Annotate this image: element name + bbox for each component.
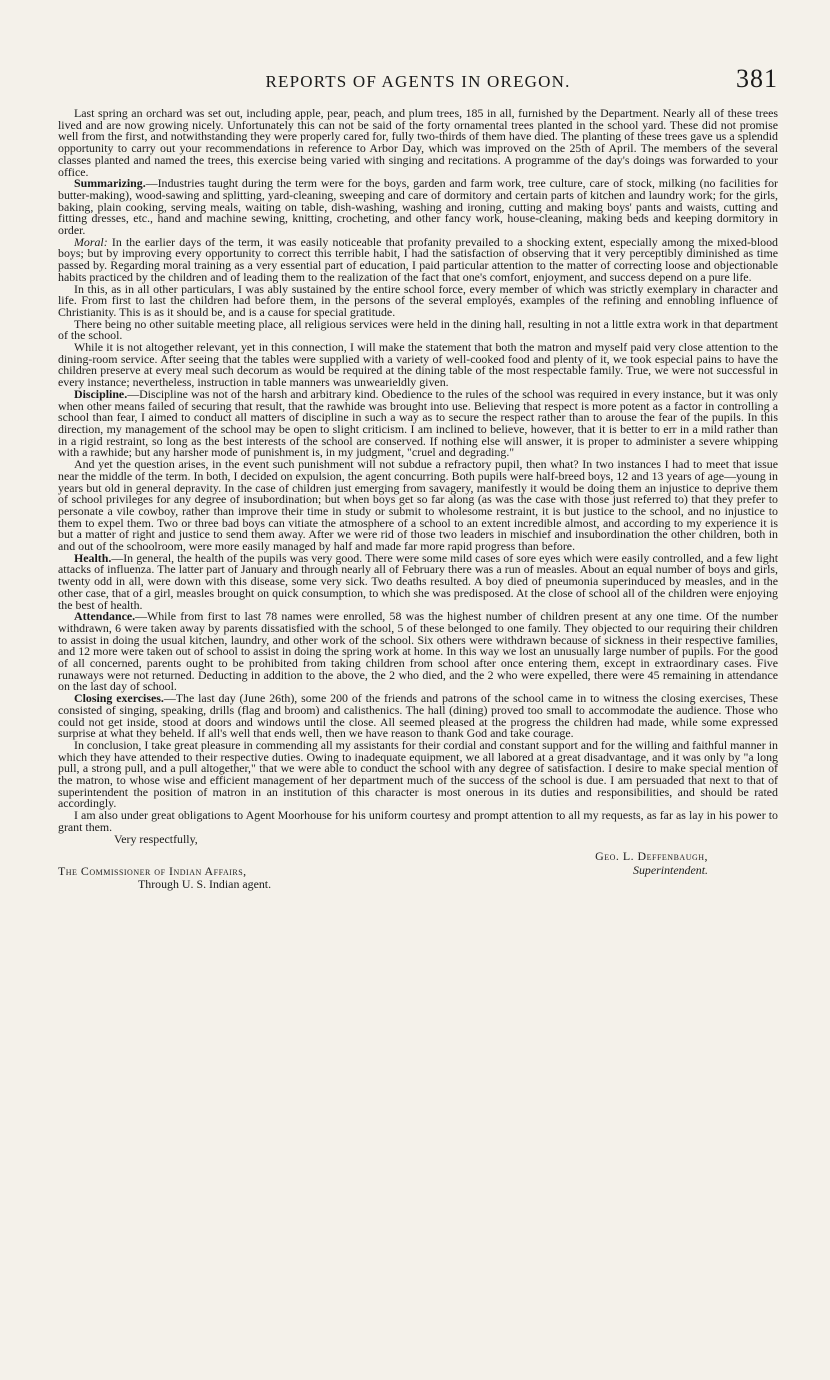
running-head: REPORTS OF AGENTS IN OREGON.: [265, 72, 571, 91]
signature-block: [58, 849, 778, 903]
paragraph-list: [58, 108, 778, 834]
paragraph: [58, 611, 778, 693]
paragraph: [58, 234, 778, 284]
paragraph-text: While it is not altogether relevant, yet in this connection, I will make the statement that both the matron and myself paid very close attention to the dining-room service. After seeing that the tables were supplied with a variety of well-cooked food and plenty of it, we took especial pains to have the children preserve at every meal such decorum as would be required at the dining table of the most respectable family. True, we were not successful in every instance; nevertheless, instruction in table manners was unwearieldly given.: [58, 340, 778, 390]
paragraph-text: —The last day (June 26th), some 200 of the friends and patrons of the school came in to witness the closing exercises, These consisted of singing, speaking, drills (flag and broom) and calisthenics. The hall (dining) proved too small to accommodate the audience. Those who could not get inside, stood at doors and windows until the close. All seemed pleased at the progress the children had made, while some expressed surprise at what they beheld. If all's well that ends well, then we have reason to thank God and take courage.: [58, 691, 778, 741]
paragraph: [58, 693, 778, 740]
section-lead: Discipline.: [74, 386, 128, 401]
section-lead: Summarizing.: [74, 176, 146, 191]
paragraph-text: There being no other suitable meeting place, all religious services were held in the dining hall, resulting in not a little extra work in that department of the school.: [58, 316, 778, 343]
section-lead: Health.: [74, 550, 112, 565]
page-number: 381: [736, 64, 778, 93]
paragraph-text: In conclusion, I take great pleasure in commending all my assistants for their cordial and constant support and for the willing and faithful manner in which they have attended to their respective duties. Owing to inadequate equipment, we all labored at a great disadvantage, and it was only by "a long pull, a strong pull, and a pull altogether," that we were able to conduct the school with any degree of satisfaction. I desire to make special mention of the matron, to whose wise and efficient management of her department much of the success of the school is due. I am persuaded that next to that of superintendent the position of matron in an institution of this character is most onerous in its duties and responsibilities, and should be rated accordingly.: [58, 737, 778, 811]
paragraph: [58, 810, 778, 833]
paragraph: [58, 316, 778, 343]
paragraph: [58, 459, 778, 553]
report-body: [58, 108, 778, 903]
section-lead: Moral:: [74, 234, 108, 249]
paragraph-text: And yet the question arises, in the event such punishment will not subdue a refractory pupil, then what? In two instances I had to meet that issue near the middle of the term. In both, I decided on expulsion, the agent concurring. Both pupils were half-breed boys, 12 and 13 years of age—young in years but old in general depravity. In the case of children just emerging from savagery, manifestly it would be doing them an injustice to deprive them of school privileges for any degree of insubordination; but when boys get so far along (as was the case with those just referred to) that they prefer to personate a vile cowboy, rather than improve their time in study or submit to wholesome restraint, it is but justice to the school, and no injustice to them to expel them. Two or three bad boys can vitiate the atmosphere of a school to an extent incredible almost, and according to my experience it is but a matter of right and justice to send them away. After we were rid of those two leaders in mischief and insubordination the other children, both in and out of the schoolroom, were more easily managed by half and made far more rapid progress than before.: [58, 457, 778, 554]
paragraph-text: In this, as in all other particulars, I was ably sustained by the entire school force, every member of which was strictly exemplary in character and life. From first to last the children had before them, in the persons of the several employés, examples of the refining and ennobling influence of Christianity. This is as it should be, and is a cause for special gratitude.: [58, 281, 778, 319]
paragraph: [58, 342, 778, 389]
closing-salutation: Very respectfully,: [114, 831, 198, 846]
paragraph-text: —While from first to last 78 names were enrolled, 58 was the highest number of children present at any one time. Of the number withdrawn, 6 were taken away by parents dissatisfied with the school, 5 of these belonged to one family. They objected to our requiring their children to assist in doing the usual kitchen, laundry, and other work of the school. Six others were withdrawn because of sickness in their respective families, and 12 more were taken out of school to assist in doing the spring work at home. In this way we lost an unusually large number of pupils. For the good of all concerned, parents ought to be prohibited from taking children from school after once entering them, except in extraordinary cases. Five runaways were not returned. Deducting in addition to the above, the 2 who died, and the 2 who were expelled, there were 45 remaining in attendance on the last day of school.: [58, 609, 778, 694]
paragraph: [58, 108, 778, 178]
paragraph: [58, 178, 778, 237]
addressee-line: Through U. S. Indian agent.: [138, 877, 272, 892]
signer: [595, 849, 708, 877]
signer-title: Superintendent.: [633, 863, 708, 878]
paragraph-text: —Industries taught during the term were for the boys, garden and farm work, tree culture, care of stock, milking (no facilities for butter-making), wood-sawing and splitting, yard-cleaning, sweeping and care of dormitory and certain parts of kitchen and laundry work; for the girls, baking, plain cooking, serving meals, waiting on table, dish-washing, washing and ironing, cutting and making boys' pants and waists, cutting and fitting dresses, etc., hand and machine sewing, knitting, crocheting, and other fancy work, house-cleaning, making beds and keeping dormitory in order.: [58, 176, 778, 238]
paragraph-text: —In general, the health of the pupils was very good. There were some mild cases of sore eyes which were easily controlled, and a few light attacks of influenza. The latter part of January and through nearly all of February there was a run of measles. About an equal number of boys and girls, twenty odd in all, were down with this disease, some very sick. Two deaths resulted. A boy died of pneumonia superinduced by measles, and in the other case, that of a girl, measles brought on quick consumption, to which she was predisposed. At the close of school all of the children were enjoying the best of health.: [58, 550, 778, 612]
paragraph-text: Last spring an orchard was set out, including apple, pear, peach, and plum trees, 185 in all, furnished by the Department. Nearly all of these trees lived and are now growing nicely. Unfortunately this can not be said of the forty ornamental trees planted in the school yard. These did not promise well from the first, and notwithstanding they were properly cared for, fully two-thirds of them have died. The planting of these trees gave us a splendid opportunity to carry out your recommendations in reference to Arbor Day, which was improved on the 25th of April. The members of the several classes planted and named the trees, this exercise being varied with singing and recitations. A programme of the day's doings was forwarded to your office.: [58, 106, 778, 179]
addressee: [58, 865, 271, 891]
paragraph: [58, 281, 778, 319]
page-header: [58, 62, 778, 98]
paragraph-text: —Discipline was not of the harsh and arbitrary kind. Obedience to the rules of the school was required in every instance, but it was only when other means failed of securing that result, that the rawhide was brought into use. Believing that respect is more potent as a factor in controlling a school than fear, I aimed to conduct all matters of discipline in such a way as to secure the respect rather than to arouse the fear of the pupils. In this direction, my management of the school may be open to slight criticism. I am inclined to believe, however, that it is better to err in a mild rather than in a rigid restraint, so long as the best interests of the school are conserved. If nothing else will answer, it is proper to administer a severe whipping with a rawhide; but any harsher mode of punishment is, in my judgment, "cruel and degrading.": [58, 386, 778, 460]
section-lead: Closing exercises.: [74, 691, 164, 706]
section-lead: Attendance.: [74, 609, 136, 624]
paragraph: [58, 386, 778, 460]
paragraph-text: I am also under great obligations to Agent Moorhouse for his uniform courtesy and prompt attention to all my requests, as far as lay in his power to grant them.: [58, 808, 778, 834]
paragraph: [58, 550, 778, 612]
paragraph-text: In the earlier days of the term, it was easily noticeable that profanity prevailed to a shocking extent, especially among the mixed-blood boys; but by improving every opportunity to correct this terrible habit, I had the satisfaction of observing that it very perceptibly diminished as time passed by. Regarding moral training as a very essential part of education, I paid particular attention to the matter of correcting loose and objectionable habits practiced by the children and of leading them to the realization of the fact that one's comfort, enjoyment, and success depend on a pure life.: [58, 234, 778, 284]
paragraph: [58, 737, 778, 811]
signer-name: Geo. L. Deffenbaugh,: [595, 849, 708, 864]
addressee-line: The Commissioner of Indian Affairs,: [58, 864, 247, 879]
